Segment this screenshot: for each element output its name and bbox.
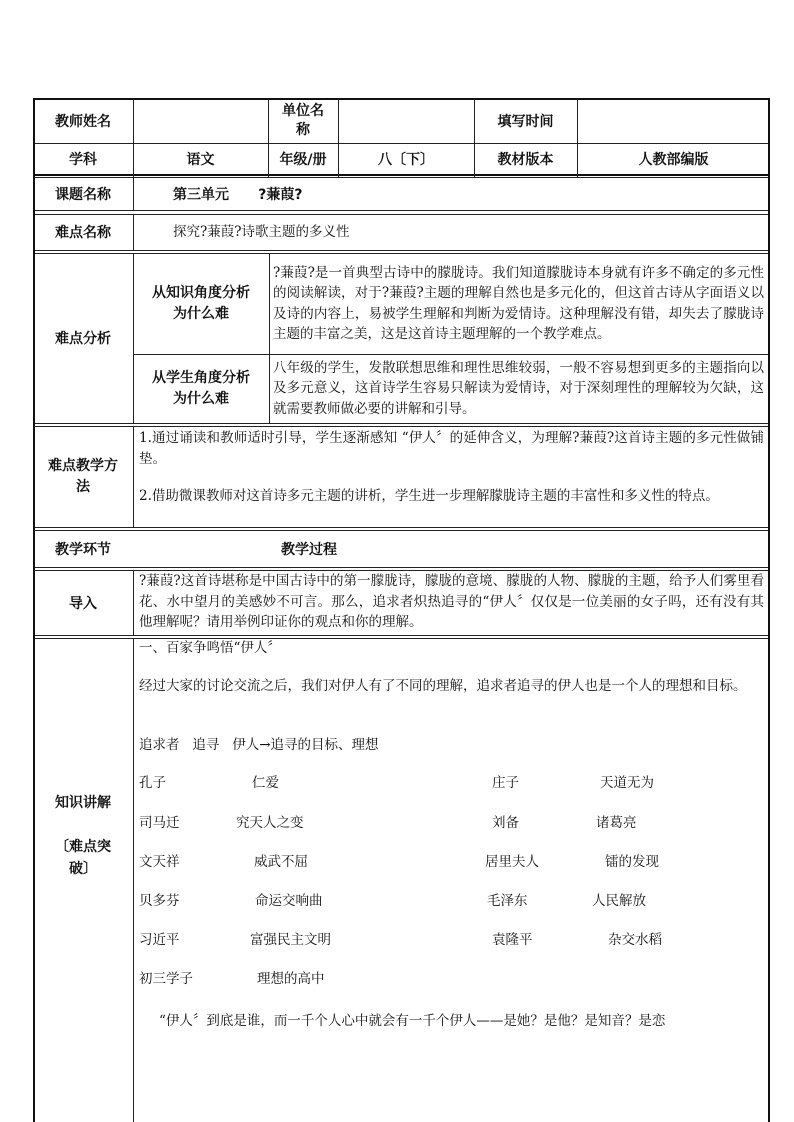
knowledge-angle-text: ?蒹葭?是一首典型古诗中的朦胧诗。我们知道朦胧诗本身就有许多不确定的多元性的阅读解读，对于?蒹葭?主题的理解自然也是多元化的，但这首古诗从字面语义以及诗的内容上，易被学生理解和判断为爱情诗。这种理解没有错，却失去了朦胧诗主题的丰富之美，这是这首诗主题理解的一个教学难点。: [273, 264, 764, 342]
edition-value: 人教部编版: [638, 151, 709, 168]
teaching-method-label: 难点教学方 法: [48, 457, 118, 495]
unit-name-label: 单位名 称: [282, 102, 324, 138]
teaching-process-label: 教学过程: [281, 541, 337, 558]
student-angle-text: 八年级的学生，发散联想思维和理性思维较弱，一般不容易想到更多的主题指向以及多元意义，这首诗学生容易只解读为爱情诗，对于深刻理性的理解较为欠缺，这就需要教师做必要的讲解和引导。: [273, 359, 764, 417]
person-name: 孔子: [139, 775, 166, 791]
teaching-method-item-2: 2.借助微课教师对这首诗多元主题的讲析，学生进一步理解朦胧诗主题的丰富性和多义性的特点。: [139, 488, 719, 504]
col-divider: [133, 638, 134, 1122]
row-divider: [33, 527, 770, 528]
person-name: 刘备: [492, 815, 519, 831]
grade-value: 八〔下〕: [378, 151, 434, 168]
row-divider: [33, 423, 770, 424]
student-angle-label: 从学生角度分析 为什么难: [152, 369, 250, 407]
student-angle-cell: [271, 354, 766, 423]
person-name: 初三学子: [139, 971, 193, 987]
col-divider: [133, 426, 134, 527]
col-divider: [133, 214, 134, 250]
person-ideal: 镭的发现: [605, 854, 659, 870]
person-ideal: 人民解放: [592, 893, 646, 909]
row-divider: [33, 426, 770, 427]
teacher-name-value: [133, 98, 268, 143]
section-heading: 一、百家争鸣悟“伊人〞: [139, 640, 281, 656]
person-ideal: 仁爱: [252, 775, 279, 791]
lesson-title-label: 课题名称: [55, 186, 111, 203]
intro-text: ?蒹葭?这首诗堪称是中国古诗中的第一朦胧诗，朦胧的意境、朦胧的人物、朦胧的主题，给予人们雾里看花、水中望月的美感妙不可言。那么，追求者炽热追寻的“伊人〞仅仅是一位美丽的女子吗，还有没有其他理解呢？请用举例印证你的观点和你的理解。: [139, 573, 764, 630]
intro-label: 导入: [69, 595, 97, 612]
person-ideal: 诸葛亮: [596, 815, 637, 831]
person-ideal: 究天人之变: [236, 815, 304, 831]
unit-name-value: [338, 98, 474, 143]
knowledge-explanation-label: 知识讲解 〔难点突 破〕: [55, 795, 111, 877]
subject-value: 语文: [186, 151, 215, 168]
teaching-method-item-1: 1.通过诵读和教师适时引导，学生逐渐感知 “伊人〞的延伸含义，为理解?蒹葭?这首诗主题的多元性做铺垫。: [139, 430, 764, 467]
col-divider: [133, 570, 134, 635]
person-ideal: 杂交水稻: [608, 932, 662, 948]
person-name: 习近平: [139, 932, 180, 948]
col-divider: [133, 177, 134, 210]
person-name: 司马迁: [139, 815, 180, 831]
difficulty-name-label: 难点名称: [55, 225, 111, 241]
edition-label: 教材版本: [497, 151, 554, 168]
subject-label: 学科: [69, 151, 97, 168]
lesson-title-value: 第三单元 ?蒹葭?: [173, 186, 303, 203]
discussion-paragraph: 经过大家的讨论交流之后，我们对伊人有了不同的理解，追求者追寻的伊人也是一个人的理想和目标。: [139, 678, 747, 694]
fill-time-value: [577, 98, 770, 143]
person-name: 毛泽东: [487, 893, 528, 909]
person-name: 贝多芬: [139, 893, 180, 909]
person-ideal: 天道无为: [600, 775, 654, 791]
fill-time-label: 填写时间: [497, 113, 554, 130]
row-divider: [33, 210, 770, 211]
person-name: 文天祥: [139, 854, 180, 870]
row-divider: [33, 635, 770, 636]
person-ideal: 命运交响曲: [255, 893, 323, 909]
col-divider: [269, 253, 270, 423]
teacher-name-label: 教师姓名: [55, 113, 111, 130]
table-border-right: [768, 98, 770, 1122]
row-divider: [33, 567, 770, 568]
difficulty-name-value: 探究?蒹葭?诗歌主题的多义性: [173, 223, 350, 240]
person-name: 居里夫人: [485, 854, 539, 870]
grade-label: 年级/册: [279, 151, 327, 168]
person-name: 庄子: [492, 775, 519, 791]
knowledge-angle-label: 从知识角度分析 为什么难: [152, 284, 250, 322]
pursuit-chain: 追求者 追寻 伊人→追寻的目标、理想: [139, 737, 379, 753]
closing-line: “伊人〞到底是谁，而一千个人心中就会有一千个伊人——是她？是他？是知音？是恋: [159, 1013, 666, 1029]
lesson-plan-table: [33, 98, 770, 1122]
person-ideal: 威武不屈: [254, 854, 308, 870]
knowledge-angle-cell: [271, 253, 766, 354]
row-divider: [33, 174, 770, 176]
difficulty-analysis-label: 难点分析: [55, 331, 111, 347]
person-ideal: 富强民主文明: [250, 932, 331, 948]
person-name: 袁隆平: [492, 932, 533, 948]
person-ideal: 理想的高中: [257, 971, 325, 987]
teaching-stage-label: 教学环节: [55, 541, 111, 558]
row-divider: [33, 250, 770, 251]
